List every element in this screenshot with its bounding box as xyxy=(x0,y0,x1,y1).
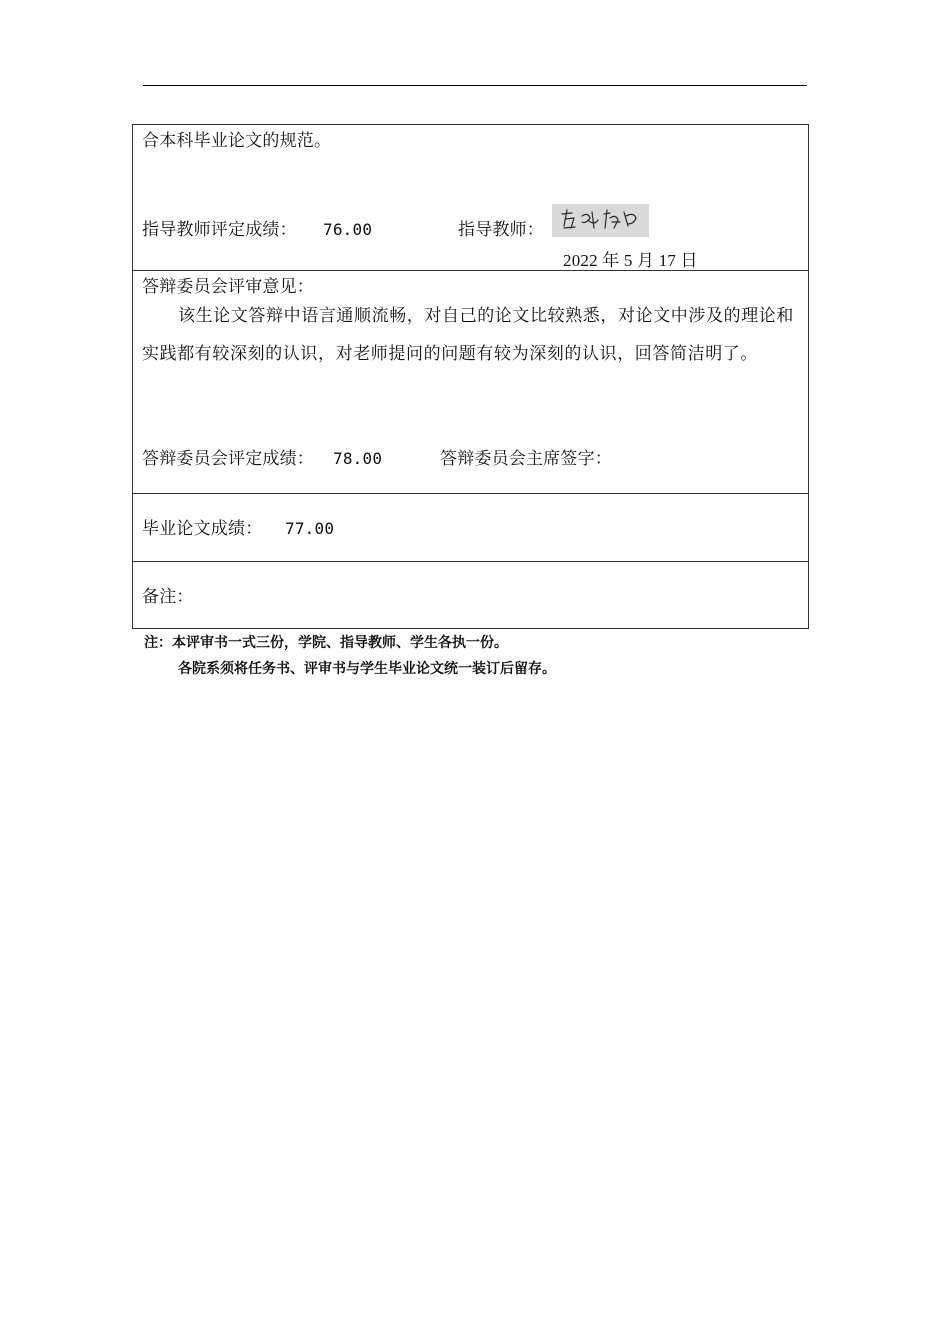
advisor-score-label: 指导教师评定成绩： xyxy=(142,220,297,240)
committee-score-value: 78.00 xyxy=(333,449,383,468)
remarks-label: 备注： xyxy=(142,587,194,607)
committee-chair-signature-label: 答辩委员会主席签字： xyxy=(440,449,612,469)
row-divider xyxy=(133,561,808,562)
final-grade-value: 77.00 xyxy=(285,519,335,538)
footnote-line-2: 各院系须将任务书、评审书与学生毕业论文统一装订后留存。 xyxy=(178,661,556,677)
advisor-signature-image xyxy=(552,204,649,237)
evaluation-form-table xyxy=(132,124,809,629)
row-divider xyxy=(133,493,808,494)
continued-text: 合本科毕业论文的规范。 xyxy=(142,131,332,151)
advisor-score-value: 76.00 xyxy=(323,220,373,239)
handwritten-signature-icon xyxy=(552,204,649,237)
committee-opinion-label: 答辩委员会评审意见： xyxy=(142,277,314,297)
advisor-signature-label: 指导教师： xyxy=(458,220,544,240)
footnote-line-1: 注：本评审书一式三份，学院、指导教师、学生各执一份。 xyxy=(144,635,508,651)
final-grade-label: 毕业论文成绩： xyxy=(142,519,263,539)
row-divider xyxy=(133,270,808,271)
advisor-date: 2022 年 5 月 17 日 xyxy=(563,251,698,270)
header-rule xyxy=(143,85,807,86)
committee-score-label: 答辩委员会评定成绩： xyxy=(142,449,314,469)
committee-opinion-text: 该生论文答辩中语言通顺流畅，对自己的论文比较熟悉，对论文中涉及的理论和实践都有较深刻的认识，对老师提问的问题有较为深刻的认识，回答简洁明了。 xyxy=(142,306,794,364)
